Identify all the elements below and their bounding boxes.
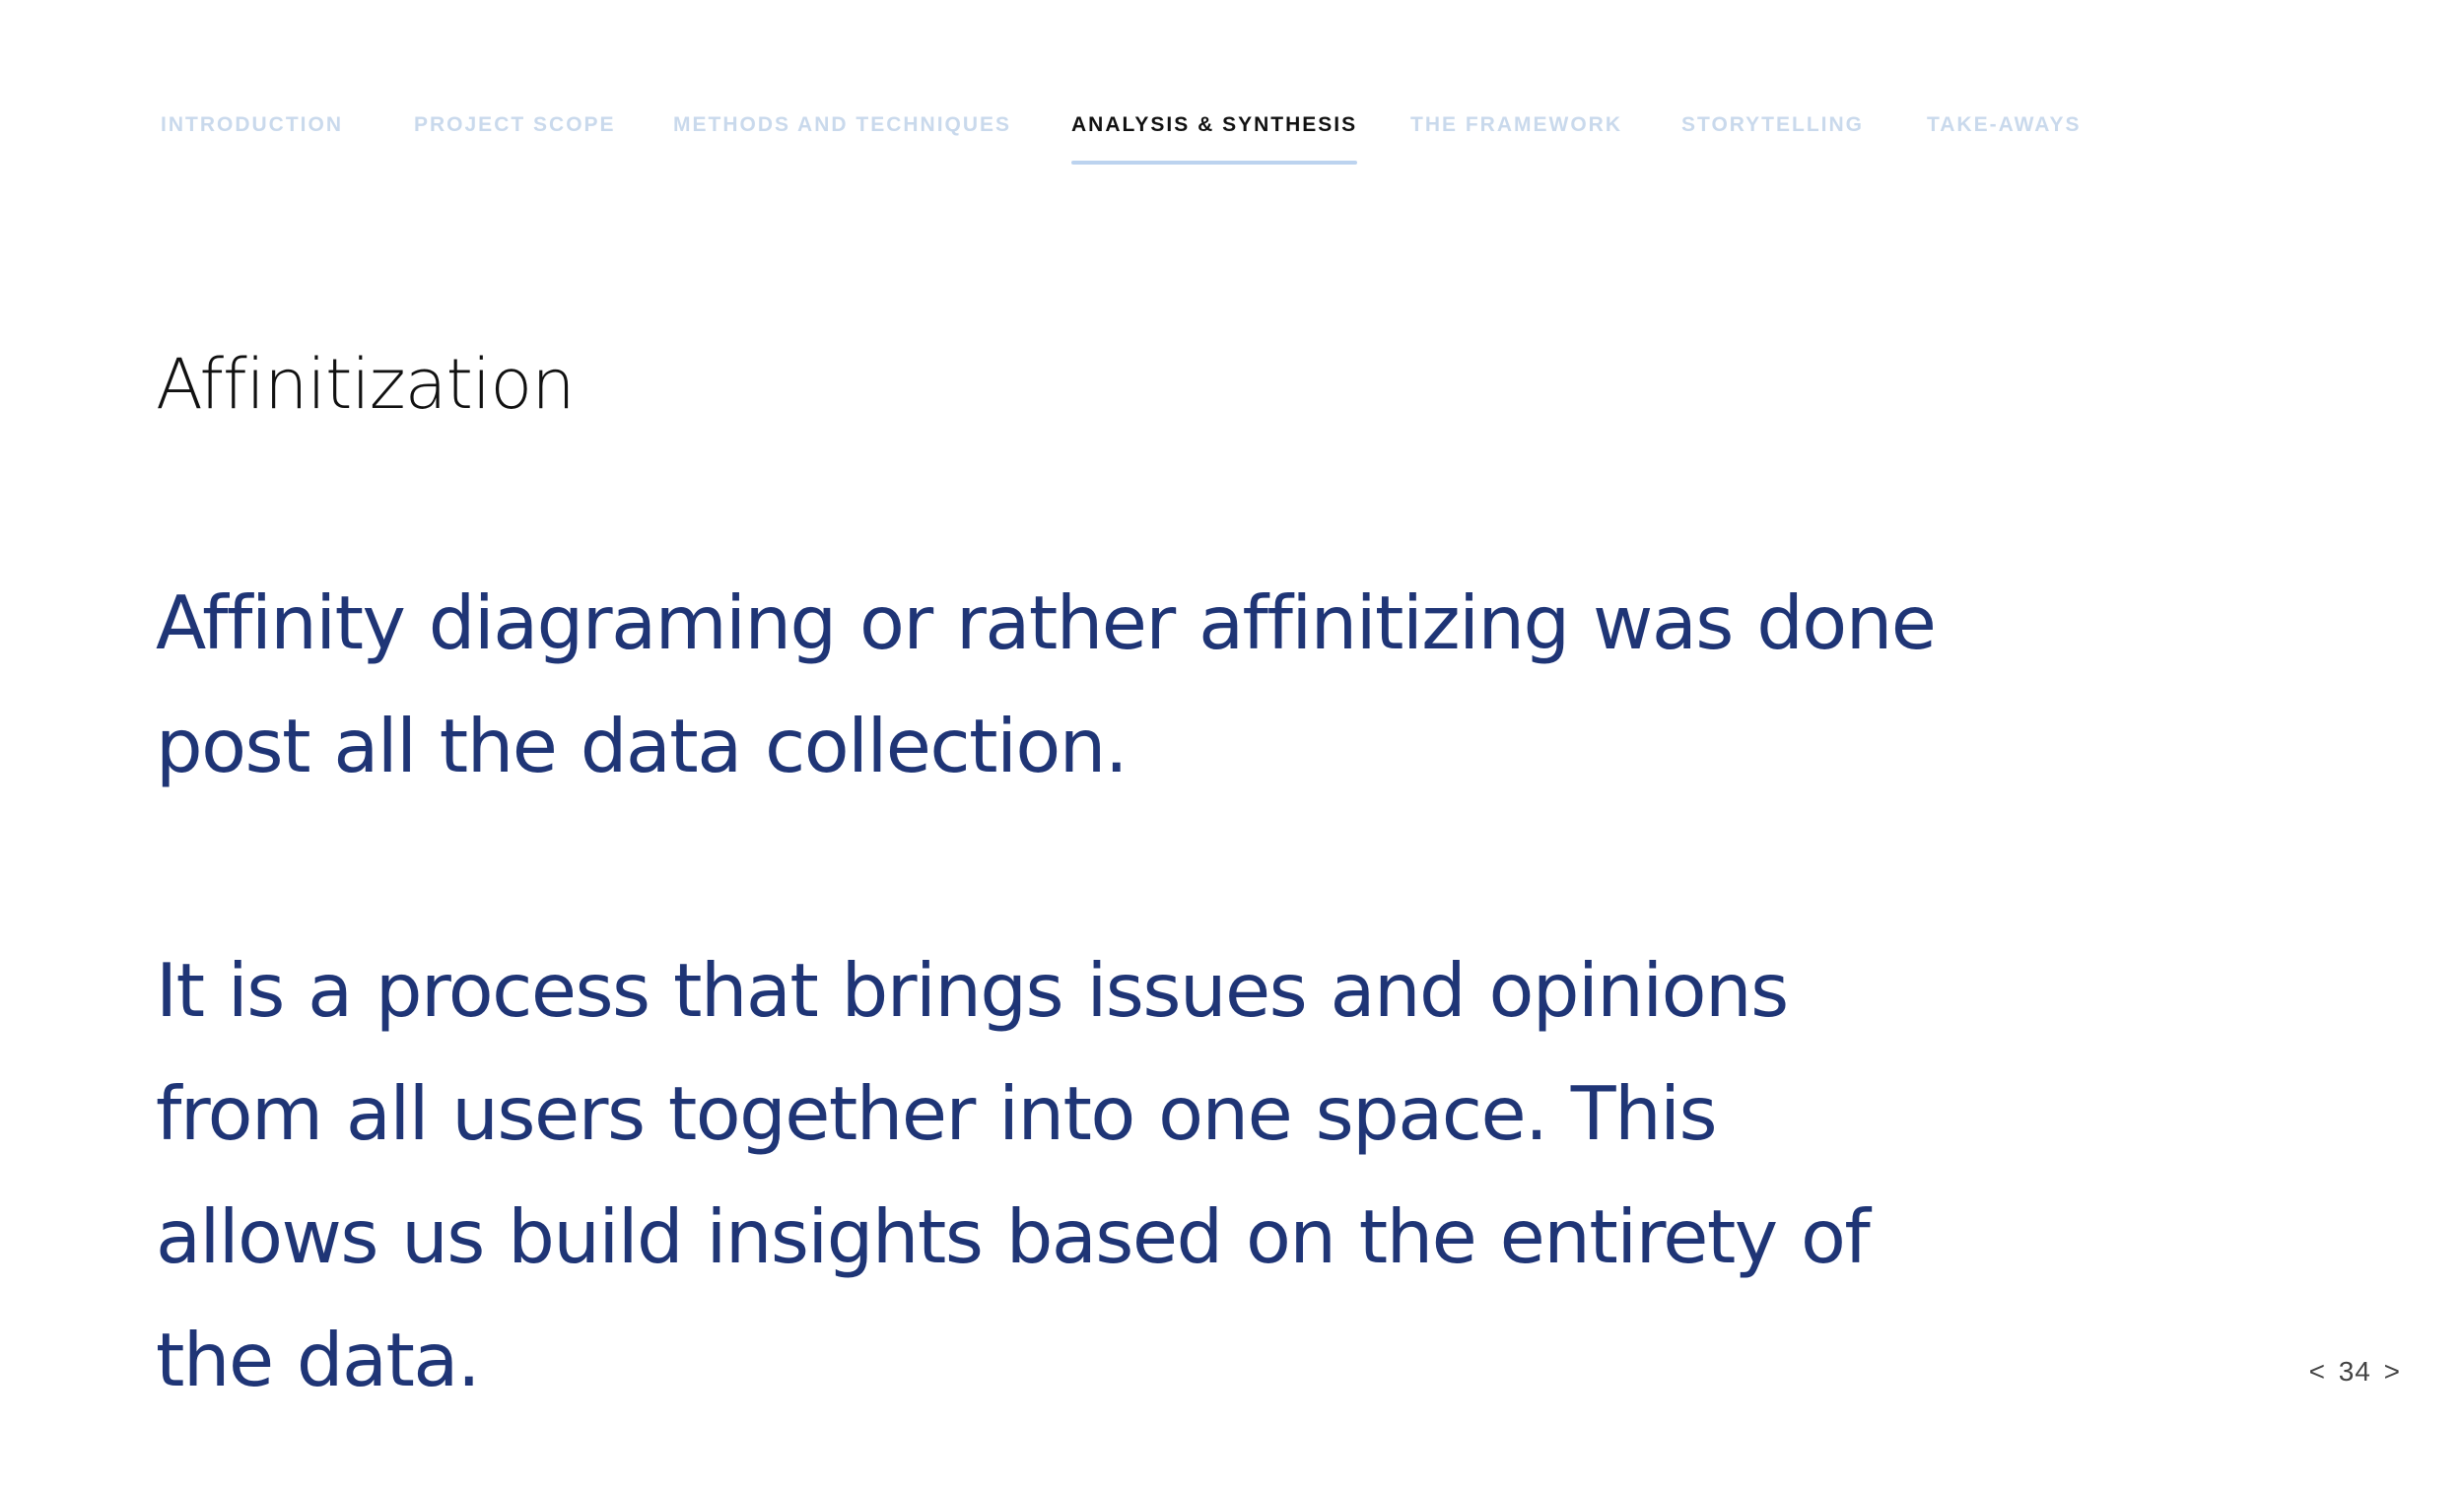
top-navigation: [0, 108, 2464, 168]
tab-introduction[interactable]: INTRODUCTION: [161, 113, 343, 136]
tab-methods-and-techniques[interactable]: METHODS AND TECHNIQUES: [673, 113, 1012, 136]
next-page-button[interactable]: >: [2383, 1356, 2401, 1387]
prev-page-button[interactable]: <: [2308, 1356, 2326, 1387]
body-paragraph-2: It is a process that brings issues and opinions from all users together into one space. This allows us build insights based on the entirety of the data.: [156, 947, 1870, 1403]
body-paragraph-1: Affinity diagraming or rather affinitizing was done post all the data collection.: [156, 579, 1936, 789]
tab-project-scope[interactable]: PROJECT SCOPE: [414, 113, 616, 136]
section-title: Affinitization: [156, 344, 575, 425]
tab-take-aways[interactable]: TAKE-AWAYS: [1927, 113, 2082, 136]
page-navigator: [2305, 1356, 2405, 1388]
tab-the-framework[interactable]: THE FRAMEWORK: [1410, 113, 1622, 136]
tab-analysis-synthesis[interactable]: ANALYSIS & SYNTHESIS: [1071, 108, 1357, 142]
page-number: 34: [2338, 1356, 2371, 1387]
tab-storytelling[interactable]: STORYTELLING: [1681, 113, 1865, 136]
